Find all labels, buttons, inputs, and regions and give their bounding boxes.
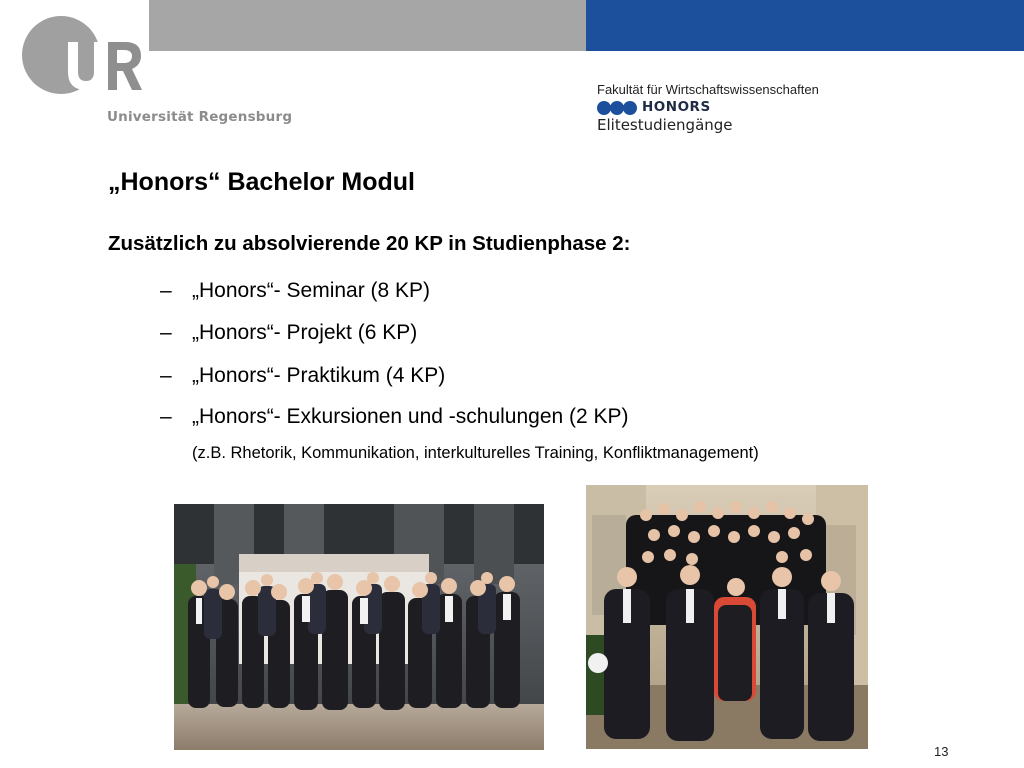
- slide-title: „Honors“ Bachelor Modul: [108, 168, 415, 196]
- header-bar-blue: [586, 0, 1024, 51]
- ur-logo-icon: [20, 14, 150, 100]
- honors-logo-text: HONORS: [642, 99, 711, 115]
- elite-programs-label: Elitestudiengänge: [597, 116, 733, 134]
- examples-note: (z.B. Rhetorik, Kommunikation, interkulturelles Training, Konfliktmanagement): [192, 444, 759, 462]
- bullet-dash: –: [160, 405, 172, 428]
- list-item: [160, 321, 417, 345]
- group-photo-left: [174, 504, 544, 750]
- bullet-dash: –: [160, 321, 172, 344]
- list-item: [160, 279, 430, 303]
- bullet-dash: –: [160, 364, 172, 387]
- list-item-text: „Honors“- Praktikum (4 KP): [192, 364, 446, 387]
- university-name: Universität Regensburg: [107, 109, 293, 125]
- slide-subtitle: Zusätzlich zu absolvierende 20 KP in Studienphase 2:: [108, 232, 631, 255]
- list-item-text: „Honors“- Projekt (6 KP): [192, 321, 418, 344]
- bullet-dash: –: [160, 279, 172, 302]
- page-number: 13: [934, 744, 949, 759]
- header-bar-gray: [149, 0, 586, 51]
- list-item: [160, 364, 445, 388]
- list-item-text: „Honors“- Seminar (8 KP): [192, 279, 431, 302]
- faculty-name: Fakultät für Wirtschaftswissenschaften: [597, 82, 819, 97]
- group-photo-right: [586, 485, 868, 749]
- list-item-text: „Honors“- Exkursionen und -schulungen (2 KP): [192, 405, 629, 428]
- list-item: [160, 405, 629, 429]
